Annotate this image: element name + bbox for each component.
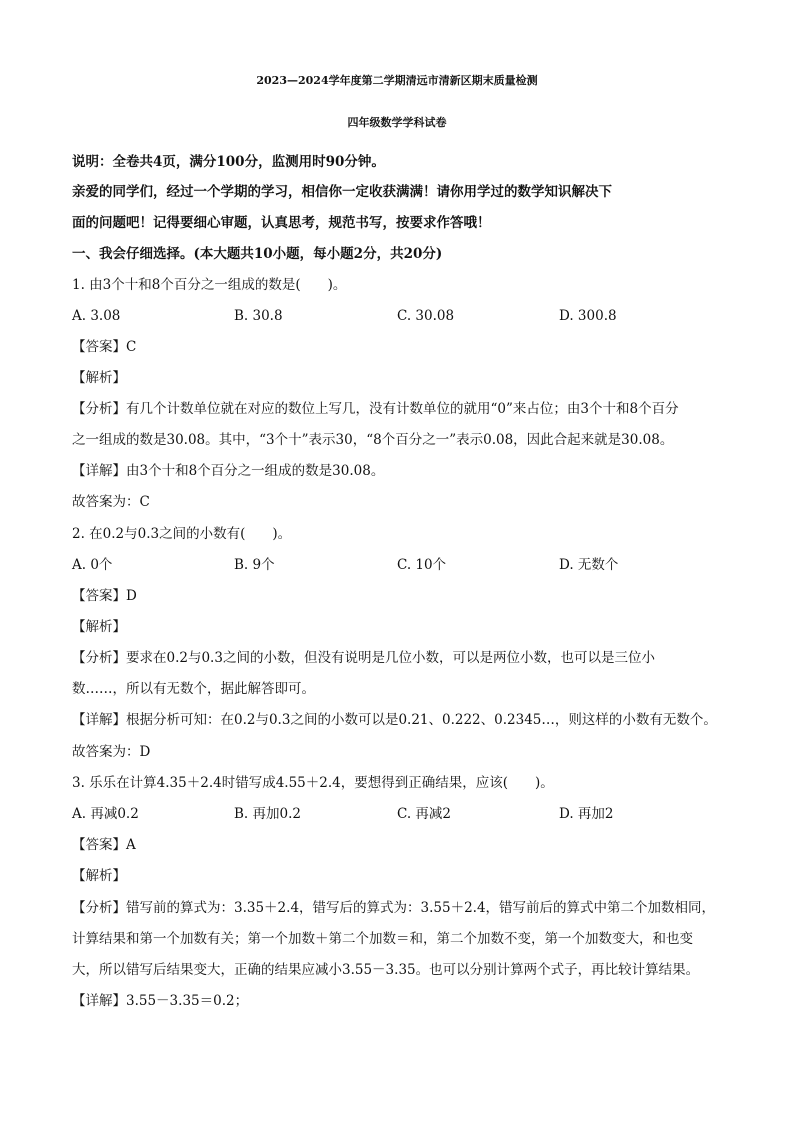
q3-xiangjie-text: 3.55－3.35＝0.2； [126, 993, 249, 1009]
q1-option-d: D. 300.8 [559, 308, 617, 324]
q2-answer-line [72, 587, 137, 605]
q2-option-b: B. 9个 [234, 557, 275, 573]
fenxi-label: 【分析】 [72, 401, 126, 417]
q1-stem: 1. 由3个十和8个百分之一组成的数是( )。 [72, 277, 347, 293]
q2-conclusion: 故答案为：D [72, 744, 151, 760]
answer-label: 【答案】 [72, 837, 126, 853]
q1-answer-line [72, 338, 136, 356]
q3-fenxi-line-2: 计算结果和第一个加数有关；第一个加数＋第二个加数＝和，第二个加数不变，第一个加数变大，和也变 [72, 931, 693, 947]
q1-xiangjie-text: 由3个十和8个百分之一组成的数是30.08。 [126, 463, 385, 479]
fenxi-label: 【分析】 [72, 650, 126, 666]
xiangjie-label: 【详解】 [72, 712, 126, 728]
q1-fenxi-line-2: 之一组成的数是30.08。其中，“3个十”表示30，“8个百分之一”表示0.08，因此合起来就是30.08。 [72, 432, 674, 448]
q3-xiangjie-line [72, 992, 248, 1010]
q2-answer: D [126, 588, 137, 604]
q3-analysis-label: 【解析】 [72, 868, 126, 884]
exam-subtitle: 四年级数学学科试卷 [347, 116, 447, 129]
greeting-line-2: 面的问题吧！记得要细心审题，认真思考，规范书写，按要求作答哦！ [72, 215, 491, 231]
q1-answer: C [126, 339, 137, 355]
answer-label: 【答案】 [72, 588, 126, 604]
exam-note: 说明：全卷共4页，满分100分，监测用时90分钟。 [72, 154, 385, 170]
q2-fenxi-line-1 [72, 649, 655, 667]
q3-stem: 3. 乐乐在计算4.35＋2.4时错写成4.55＋2.4，要想得到正确结果，应该( )。 [72, 775, 554, 791]
xiangjie-label: 【详解】 [72, 993, 126, 1009]
section-heading: 一、我会仔细选择。(本大题共10小题，每小题2分，共20分) [72, 246, 443, 262]
greeting-line-1: 亲爱的同学们，经过一个学期的学习，相信你一定收获满满！请你用学过的数学知识解决下 [72, 184, 612, 200]
q3-fenxi-line-3: 大，所以错写后结果变大，正确的结果应减小3.55－3.35。也可以分别计算两个式子，再比较计算结果。 [72, 962, 700, 978]
q2-analysis-label: 【解析】 [72, 619, 126, 635]
q3-option-b: B. 再加0.2 [234, 806, 301, 822]
answer-label: 【答案】 [72, 339, 126, 355]
q2-stem: 2. 在0.2与0.3之间的小数有( )。 [72, 526, 292, 542]
q1-xiangjie-line [72, 462, 384, 480]
q1-option-a: A. 3.08 [72, 308, 121, 324]
q3-fenxi-text-1: 错写前的算式为：3.35＋2.4，错写后的算式为：3.55＋2.4，错写前后的算式中第二个加数相同， [126, 900, 716, 916]
q2-option-a: A. 0个 [72, 557, 113, 573]
q3-answer-line [72, 836, 136, 854]
q3-option-d: D. 再加2 [559, 806, 614, 822]
q1-option-b: B. 30.8 [234, 308, 283, 324]
xiangjie-label: 【详解】 [72, 463, 126, 479]
q3-option-a: A. 再减0.2 [72, 806, 139, 822]
q3-fenxi-line-1 [72, 899, 715, 917]
q2-option-d: D. 无数个 [559, 557, 619, 573]
q3-option-c: C. 再减2 [397, 806, 452, 822]
q1-option-c: C. 30.08 [397, 308, 455, 324]
q1-analysis-label: 【解析】 [72, 370, 126, 386]
q2-xiangjie-text: 根据分析可知：在0.2与0.3之间的小数可以是0.21、0.222、0.2345…，则这样的小数有无数个。 [126, 712, 717, 728]
exam-title: 2023—2024学年度第二学期清远市清新区期末质量检测 [256, 74, 538, 87]
q1-fenxi-line-1 [72, 400, 679, 418]
q2-fenxi-line-2: 数……，所以有无数个，据此解答即可。 [72, 681, 315, 697]
q2-fenxi-text-1: 要求在0.2与0.3之间的小数，但没有说明是几位小数，可以是两位小数，也可以是三位小 [126, 650, 655, 666]
q2-option-c: C. 10个 [397, 557, 447, 573]
q1-fenxi-text-1: 有几个计数单位就在对应的数位上写几，没有计数单位的就用“0”来占位；由3个十和8个百分 [126, 401, 679, 417]
q3-answer: A [126, 837, 136, 853]
q2-xiangjie-line [72, 711, 717, 729]
fenxi-label: 【分析】 [72, 900, 126, 916]
q1-conclusion: 故答案为：C [72, 494, 150, 510]
